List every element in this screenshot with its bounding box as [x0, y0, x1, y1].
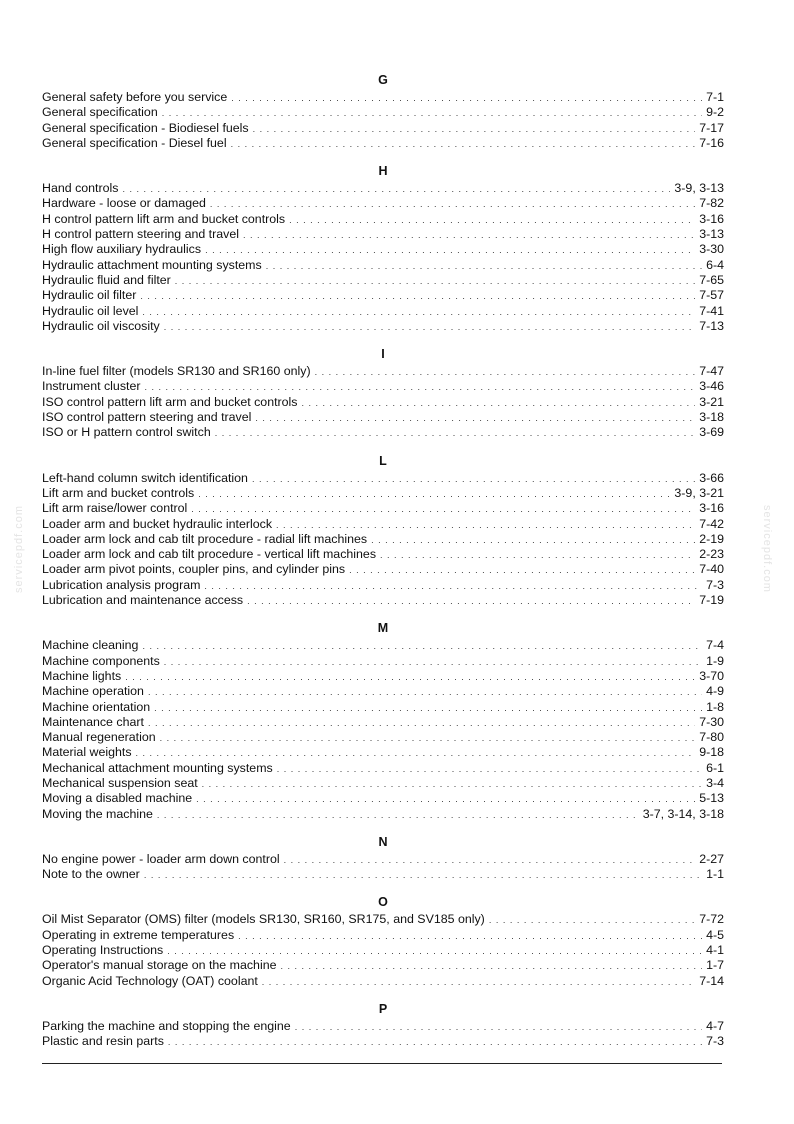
dot-leader	[231, 137, 696, 152]
index-entry	[42, 958, 724, 973]
index-entry-label: No engine power - loader arm down control	[42, 851, 280, 866]
dot-leader	[277, 762, 702, 777]
dot-leader	[157, 808, 639, 823]
index-entry-label: Operator's manual storage on the machine	[42, 958, 277, 973]
index-entry	[42, 181, 724, 196]
index-entry-page: 3-18	[699, 410, 724, 425]
index-entry-page: 3-9, 3-21	[674, 485, 724, 500]
dot-leader	[142, 639, 702, 654]
index-entry	[42, 212, 724, 227]
index-section-o	[42, 895, 724, 988]
dot-leader	[154, 701, 702, 716]
index-entry	[42, 105, 724, 120]
index-entry-page: 6-1	[706, 760, 724, 775]
index-entry	[42, 912, 724, 927]
index-entry-label: Machine cleaning	[42, 638, 139, 653]
index-entry	[42, 425, 724, 440]
index-entry	[42, 638, 724, 653]
index-entry-page: 3-30	[699, 242, 724, 257]
dot-leader	[204, 579, 702, 594]
dot-leader	[144, 868, 702, 883]
index-entry-page: 7-82	[699, 196, 724, 211]
dot-leader	[349, 563, 695, 578]
index-entry-page: 7-19	[699, 593, 724, 608]
index-entry	[42, 410, 724, 425]
index-entry-label: Manual regeneration	[42, 730, 156, 745]
dot-leader	[167, 944, 702, 959]
index-section-h	[42, 164, 724, 334]
dot-leader	[148, 716, 695, 731]
index-entry-page: 7-41	[699, 303, 724, 318]
index-entry	[42, 288, 724, 303]
section-letter-heading: O	[378, 895, 388, 910]
index-entry-page: 1-7	[706, 958, 724, 973]
dot-leader	[202, 777, 702, 792]
dot-leader	[266, 259, 702, 274]
index-entry	[42, 928, 724, 943]
index-entry-label: Lift arm raise/lower control	[42, 501, 188, 516]
index-entry-page: 7-42	[699, 516, 724, 531]
index-entry	[42, 852, 724, 867]
index-entry-page: 7-1	[706, 90, 724, 104]
index-entry-label: General specification - Biodiesel fuels	[42, 120, 249, 135]
dot-leader	[253, 122, 696, 137]
dot-leader	[380, 548, 695, 563]
index-entry-label: Mechanical suspension seat	[42, 775, 198, 790]
index-entry-page: 1-9	[706, 653, 724, 668]
index-entry-label: Hydraulic oil filter	[42, 288, 137, 303]
index-entry	[42, 761, 724, 776]
index-entry-label: H control pattern steering and travel	[42, 227, 239, 242]
dot-leader	[136, 746, 696, 761]
index-entry	[42, 196, 724, 211]
index-entry-label: Operating Instructions	[42, 943, 164, 958]
index-entry-label: Loader arm lock and cab tilt procedure - vertical lift machines	[42, 547, 377, 562]
index-entry-page: 9-2	[706, 105, 724, 120]
index-entry	[42, 136, 724, 151]
index-entry	[42, 867, 724, 882]
index-entry-page: 7-16	[699, 135, 724, 150]
index-entry-page: 3-21	[699, 394, 724, 409]
index-section-l	[42, 454, 724, 609]
index-entry-page: 3-69	[699, 425, 724, 440]
section-letter-heading: G	[378, 73, 388, 87]
index-entry	[42, 943, 724, 958]
index-entry	[42, 304, 724, 319]
index-entry-label: Note to the owner	[42, 867, 140, 882]
index-entry-page: 3-7, 3-14, 3-18	[642, 806, 724, 821]
section-letter-heading: M	[377, 621, 389, 636]
index-entry-page: 3-70	[699, 668, 724, 683]
index-entry-label: Machine components	[42, 653, 160, 668]
index-entry-label: ISO control pattern steering and travel	[42, 410, 252, 425]
index-entry-page: 3-16	[699, 211, 724, 226]
index-entry	[42, 791, 724, 806]
dot-leader	[196, 792, 695, 807]
index-section-m	[42, 621, 724, 822]
dot-leader	[247, 594, 695, 609]
index-entry-label: ISO or H pattern control switch	[42, 425, 211, 440]
dot-leader	[198, 487, 670, 502]
index-entry-page: 9-18	[699, 745, 724, 760]
index-entry	[42, 364, 724, 379]
index-entry	[42, 121, 724, 136]
dot-leader	[148, 685, 702, 700]
index-entry	[42, 471, 724, 486]
index-entry-page: 3-46	[699, 379, 724, 394]
index-entry-label: Material weights	[42, 745, 132, 760]
index-entry	[42, 654, 724, 669]
index-entry	[42, 227, 724, 242]
watermark-left: servicepdf.com	[13, 505, 25, 593]
index-entry-page: 3-13	[699, 227, 724, 242]
index-entry	[42, 90, 724, 105]
index-entry-page: 7-65	[699, 272, 724, 287]
dot-leader	[302, 396, 696, 411]
index-entry-label: Operating in extreme temperatures	[42, 927, 235, 942]
index-entry-label: Organic Acid Technology (OAT) coolant	[42, 973, 258, 988]
index-entry-label: Instrument cluster	[42, 379, 141, 394]
section-letter-heading: H	[378, 164, 388, 179]
index-entry-label: General specification - Diesel fuel	[42, 135, 227, 150]
footer-rule	[42, 1063, 722, 1064]
index-entry	[42, 715, 724, 730]
index-entry-label: General specification	[42, 105, 158, 120]
index-entry-page: 7-4	[706, 638, 724, 653]
index-entry-label: In-line fuel filter (models SR130 and SR160 only)	[42, 364, 311, 379]
index-entry-label: Machine orientation	[42, 699, 151, 714]
section-letter-heading: N	[378, 834, 388, 849]
index-section-p	[42, 1002, 724, 1050]
index-entry-page: 7-47	[699, 364, 724, 379]
index-entry-page: 1-1	[706, 867, 724, 882]
index-entry-label: Hydraulic oil viscosity	[42, 318, 160, 333]
index-entry	[42, 578, 724, 593]
index-entry	[42, 745, 724, 760]
index-entry-label: ISO control pattern lift arm and bucket controls	[42, 394, 298, 409]
dot-leader	[276, 518, 695, 533]
section-letter-heading: P	[378, 1001, 388, 1016]
dot-leader	[255, 411, 695, 426]
index-entry-page: 3-16	[699, 501, 724, 516]
dot-leader	[252, 472, 695, 487]
index-entry	[42, 669, 724, 684]
dot-leader	[262, 975, 695, 990]
index-entry-page: 3-9, 3-13	[674, 181, 724, 196]
section-letter-heading: L	[379, 453, 387, 468]
index-entry-page: 7-40	[699, 562, 724, 577]
index-entry-label: High flow auxiliary hydraulics	[42, 242, 202, 257]
index-section-n	[42, 835, 724, 883]
index-entry-label: Lubrication analysis program	[42, 577, 201, 592]
index-entry-page: 2-27	[699, 851, 724, 866]
index-entry-page: 7-30	[699, 714, 724, 729]
index-entry	[42, 258, 724, 273]
index-entry-label: Maintenance chart	[42, 714, 144, 729]
dot-leader	[191, 502, 695, 517]
index-entry	[42, 319, 724, 334]
index-entry-page: 7-14	[699, 973, 724, 988]
dot-leader	[160, 731, 696, 746]
index-entry-label: Plastic and resin parts	[42, 1034, 164, 1049]
dot-leader	[168, 1035, 702, 1050]
index-entry-page: 3-4	[706, 775, 724, 790]
index-entry-page: 3-66	[699, 470, 724, 485]
dot-leader	[205, 243, 695, 258]
index-entry-page: 7-57	[699, 288, 724, 303]
dot-leader	[162, 106, 702, 121]
dot-leader	[243, 228, 695, 243]
index-entry-label: Left-hand column switch identification	[42, 470, 248, 485]
index-entry-label: Mechanical attachment mounting systems	[42, 760, 273, 775]
index-entry-label: Hydraulic fluid and filter	[42, 272, 171, 287]
index-section-g	[42, 73, 724, 151]
index-entry-page: 7-72	[699, 912, 724, 927]
index-entry-page: 1-8	[706, 699, 724, 714]
dot-leader	[280, 959, 702, 974]
index-list	[42, 73, 724, 1050]
dot-leader	[142, 305, 695, 320]
index-entry-label: Moving the machine	[42, 806, 153, 821]
dot-leader	[295, 1020, 702, 1035]
index-entry	[42, 776, 724, 791]
dot-leader	[125, 670, 695, 685]
index-entry	[42, 532, 724, 547]
index-entry-label: Hardware - loose or damaged	[42, 196, 206, 211]
index-entry-label: Parking the machine and stopping the engine	[42, 1018, 291, 1033]
index-entry-label: Hand controls	[42, 181, 119, 196]
index-entry-page: 4-5	[706, 927, 724, 942]
index-entry-page: 7-17	[699, 120, 724, 135]
dot-leader	[315, 365, 696, 380]
index-entry	[42, 730, 724, 745]
dot-leader	[489, 913, 695, 928]
dot-leader	[164, 320, 695, 335]
index-entry-page: 4-9	[706, 684, 724, 699]
index-entry	[42, 1019, 724, 1034]
index-entry-label: Hydraulic oil level	[42, 303, 139, 318]
index-entry	[42, 486, 724, 501]
index-entry-page: 4-1	[706, 943, 724, 958]
index-section-i	[42, 347, 724, 440]
dot-leader	[371, 533, 695, 548]
index-entry	[42, 562, 724, 577]
index-entry	[42, 807, 724, 822]
index-entry	[42, 273, 724, 288]
index-entry-page: 2-23	[699, 547, 724, 562]
index-entry-label: Lubrication and maintenance access	[42, 593, 244, 608]
dot-leader	[284, 853, 696, 868]
index-entry	[42, 517, 724, 532]
index-entry-page: 7-3	[706, 577, 724, 592]
index-entry-page: 7-3	[706, 1034, 724, 1049]
index-entry-label: General safety before you service	[42, 90, 228, 104]
index-entry-label: Loader arm lock and cab tilt procedure - radial lift machines	[42, 531, 368, 546]
index-entry-page: 7-13	[699, 318, 724, 333]
index-entry-label: H control pattern lift arm and bucket controls	[42, 211, 286, 226]
index-entry-page: 2-19	[699, 531, 724, 546]
dot-leader	[238, 929, 702, 944]
dot-leader	[175, 274, 695, 289]
dot-leader	[231, 91, 702, 106]
index-entry	[42, 1034, 724, 1049]
index-entry	[42, 501, 724, 516]
index-entry	[42, 593, 724, 608]
dot-leader	[164, 655, 702, 670]
index-entry-label: Oil Mist Separator (OMS) filter (models SR130, SR160, SR175, and SV185 only)	[42, 912, 485, 927]
dot-leader	[289, 213, 695, 228]
index-entry	[42, 379, 724, 394]
index-entry	[42, 700, 724, 715]
index-entry	[42, 974, 724, 989]
index-entry-page: 4-7	[706, 1018, 724, 1033]
index-entry	[42, 547, 724, 562]
index-entry	[42, 242, 724, 257]
index-entry-page: 7-80	[699, 730, 724, 745]
index-entry-label: Loader arm pivot points, coupler pins, and cylinder pins	[42, 562, 346, 577]
index-entry-label: Hydraulic attachment mounting systems	[42, 257, 262, 272]
index-entry-label: Lift arm and bucket controls	[42, 485, 195, 500]
index-entry	[42, 684, 724, 699]
dot-leader	[215, 426, 695, 441]
index-entry-page: 6-4	[706, 257, 724, 272]
dot-leader	[210, 197, 695, 212]
index-entry-label: Machine operation	[42, 684, 144, 699]
index-entry-label: Loader arm and bucket hydraulic interlock	[42, 516, 273, 531]
index-entry-page: 5-13	[699, 791, 724, 806]
dot-leader	[140, 289, 695, 304]
index-entry-label: Machine lights	[42, 668, 122, 683]
dot-leader	[122, 182, 670, 197]
section-letter-heading: I	[381, 347, 385, 362]
dot-leader	[144, 380, 695, 395]
index-entry	[42, 395, 724, 410]
watermark-right: servicepdf.com	[761, 505, 773, 593]
index-entry-label: Moving a disabled machine	[42, 791, 193, 806]
